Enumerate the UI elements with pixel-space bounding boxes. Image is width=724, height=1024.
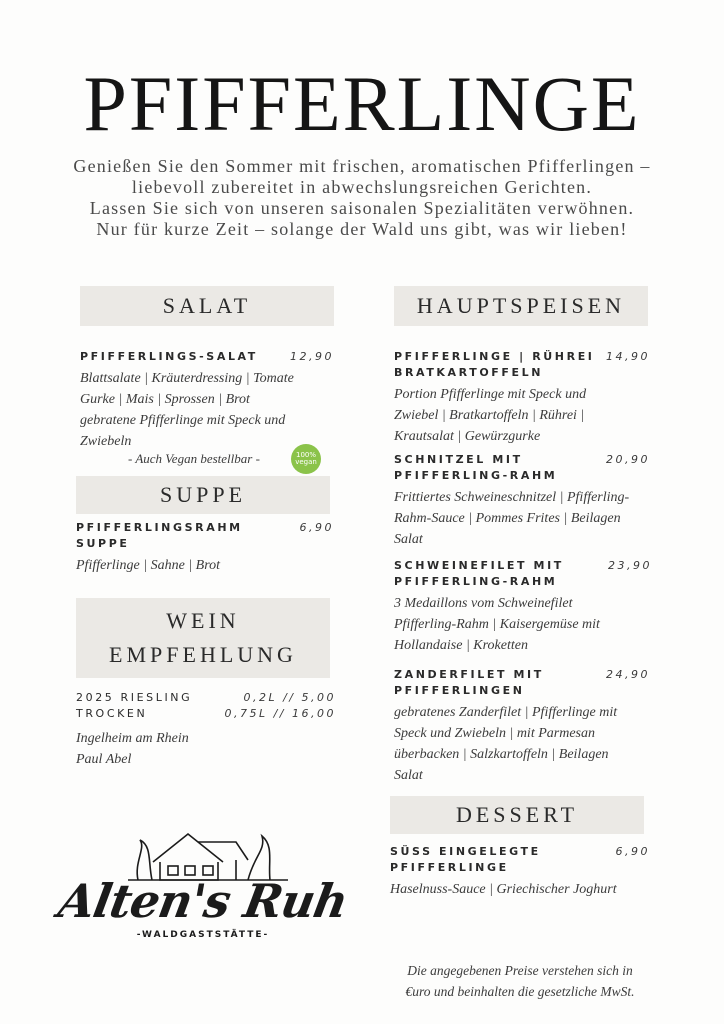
name-line: BRATKARTOFFELN <box>394 366 544 379</box>
desc-line: überbacken | Salzkartoffeln | Beilagen <box>394 747 609 762</box>
desc-line: Portion Pfifferlinge mit Speck und <box>394 387 587 402</box>
menu-item-suppe <box>76 520 334 576</box>
desc-line: Gurke | Mais | Sprossen | Brot <box>80 392 250 407</box>
item-description <box>76 728 336 770</box>
vegan-leaf-icon: 100% vegan <box>291 444 321 474</box>
logo-subtitle: -WALDGASTSTÄTTE- <box>136 930 270 940</box>
name-line: PFIFFERLINGE | RÜHREI <box>394 350 595 363</box>
name-line: SCHWEINEFILET MIT <box>394 559 564 572</box>
item-name: PFIFFERLINGS-SALAT <box>80 350 258 363</box>
desc-line: Paul Abel <box>76 752 132 767</box>
price-line: 0,75L // 16,00 <box>224 707 336 720</box>
logo-name: Alten's Ruh <box>54 874 352 928</box>
price-line: 0,2L // 5,00 <box>243 691 336 704</box>
desc-line: gebratene Pfifferlinge mit Speck und <box>80 413 286 428</box>
intro-line: liebevoll zubereitet in abwechslungsreichen Gerichten. <box>131 177 593 197</box>
menu-item-main-2 <box>394 452 650 550</box>
price-footnote <box>390 960 650 1002</box>
intro-line: Lassen Sie sich von unseren saisonalen Spezialitäten verwöhnen. <box>89 198 635 218</box>
menu-item-main-4 <box>394 667 650 786</box>
desc-line: gebratenes Zanderfilet | Pfifferlinge mit <box>394 705 618 720</box>
desc-line: Frittiertes Schweineschnitzel | Pfifferling- <box>394 490 630 505</box>
footnote-line: €uro und beinhalten die gesetzliche MwSt. <box>405 984 635 999</box>
desc-line: Salat <box>394 768 423 783</box>
item-price: 23,90 <box>608 559 652 572</box>
item-price: 24,90 <box>606 668 650 681</box>
item-price: 14,90 <box>606 350 650 363</box>
item-price: 6,90 <box>615 845 650 858</box>
desc-line: Speck und Zwiebeln | mit Parmesan <box>394 726 595 741</box>
desc-line: Ingelheim am Rhein <box>76 731 189 746</box>
item-price <box>224 690 336 722</box>
desc-line: Rahm-Sauce | Pommes Frites | Beilagen <box>394 511 621 526</box>
footnote-line: Die angegebenen Preise verstehen sich in <box>407 963 633 978</box>
name-line: SUPPE <box>76 537 130 550</box>
desc-line: Pfifferling-Rahm | Kaisergemüse mit <box>394 617 600 632</box>
desc-line: 3 Medaillons vom Schweinefilet <box>394 596 573 611</box>
item-name <box>390 844 650 876</box>
vegan-note: - Auch Vegan bestellbar - <box>128 451 260 466</box>
category-wein <box>76 598 330 678</box>
name-line: 2025 RIESLING <box>76 691 193 704</box>
category-hauptspeisen: HAUPTSPEISEN <box>394 286 648 326</box>
category-line: WEIN <box>166 608 240 633</box>
desc-line: Salat <box>394 532 423 547</box>
menu-item-main-1 <box>394 349 650 447</box>
item-name <box>76 520 334 552</box>
desc-line: Hollandaise | Kroketten <box>394 638 528 653</box>
item-description <box>394 593 652 656</box>
desc-line: Krautsalat | Gewürzgurke <box>394 429 541 444</box>
name-line: PFIFFERLINGEN <box>394 684 525 697</box>
name-line: SÜSS EINGELEGTE <box>390 845 541 858</box>
category-suppe: SUPPE <box>76 476 330 514</box>
menu-item-salat <box>80 349 334 452</box>
menu-item-dessert <box>390 844 650 900</box>
name-line: ZANDERFILET MIT <box>394 668 544 681</box>
item-description <box>394 702 650 786</box>
item-description <box>76 555 334 576</box>
name-line: PFIFFERLING-RAHM <box>394 575 558 588</box>
item-description <box>394 384 650 447</box>
menu-item-main-3 <box>394 558 652 656</box>
category-salat: SALAT <box>80 286 334 326</box>
page-title: PFIFFERLINGE <box>83 60 641 147</box>
category-dessert: DESSERT <box>390 796 644 834</box>
item-description <box>390 879 650 900</box>
desc-line: Blattsalate | Kräuterdressing | Tomate <box>80 371 294 386</box>
restaurant-logo <box>48 822 358 947</box>
name-line: PFIFFERLINGE <box>390 861 509 874</box>
house-icon <box>48 822 358 882</box>
desc-line: Pfifferlinge | Sahne | Brot <box>76 558 221 573</box>
item-price: 6,90 <box>299 521 334 534</box>
item-description <box>80 368 334 452</box>
menu-item-wein <box>76 690 336 770</box>
intro-text <box>30 156 694 240</box>
desc-line: Haselnuss-Sauce | Griechischer Joghurt <box>390 882 617 897</box>
item-description <box>394 487 650 550</box>
name-line: TROCKEN <box>76 707 148 720</box>
name-line: PFIFFERLING-RAHM <box>394 469 558 482</box>
desc-line: Zwiebeln <box>80 434 132 449</box>
desc-line: Zwiebel | Bratkartoffeln | Rührei | <box>394 408 585 423</box>
item-price: 12,90 <box>290 350 334 363</box>
intro-line: Genießen Sie den Sommer mit frischen, aromatischen Pfifferlingen – <box>73 156 651 176</box>
name-line: PFIFFERLINGSRAHM <box>76 521 243 534</box>
name-line: SCHNITZEL MIT <box>394 453 523 466</box>
item-price: 20,90 <box>606 453 650 466</box>
category-line: EMPFEHLUNG <box>109 642 297 667</box>
intro-line: Nur für kurze Zeit – solange der Wald uns gibt, was wir lieben! <box>96 219 628 239</box>
